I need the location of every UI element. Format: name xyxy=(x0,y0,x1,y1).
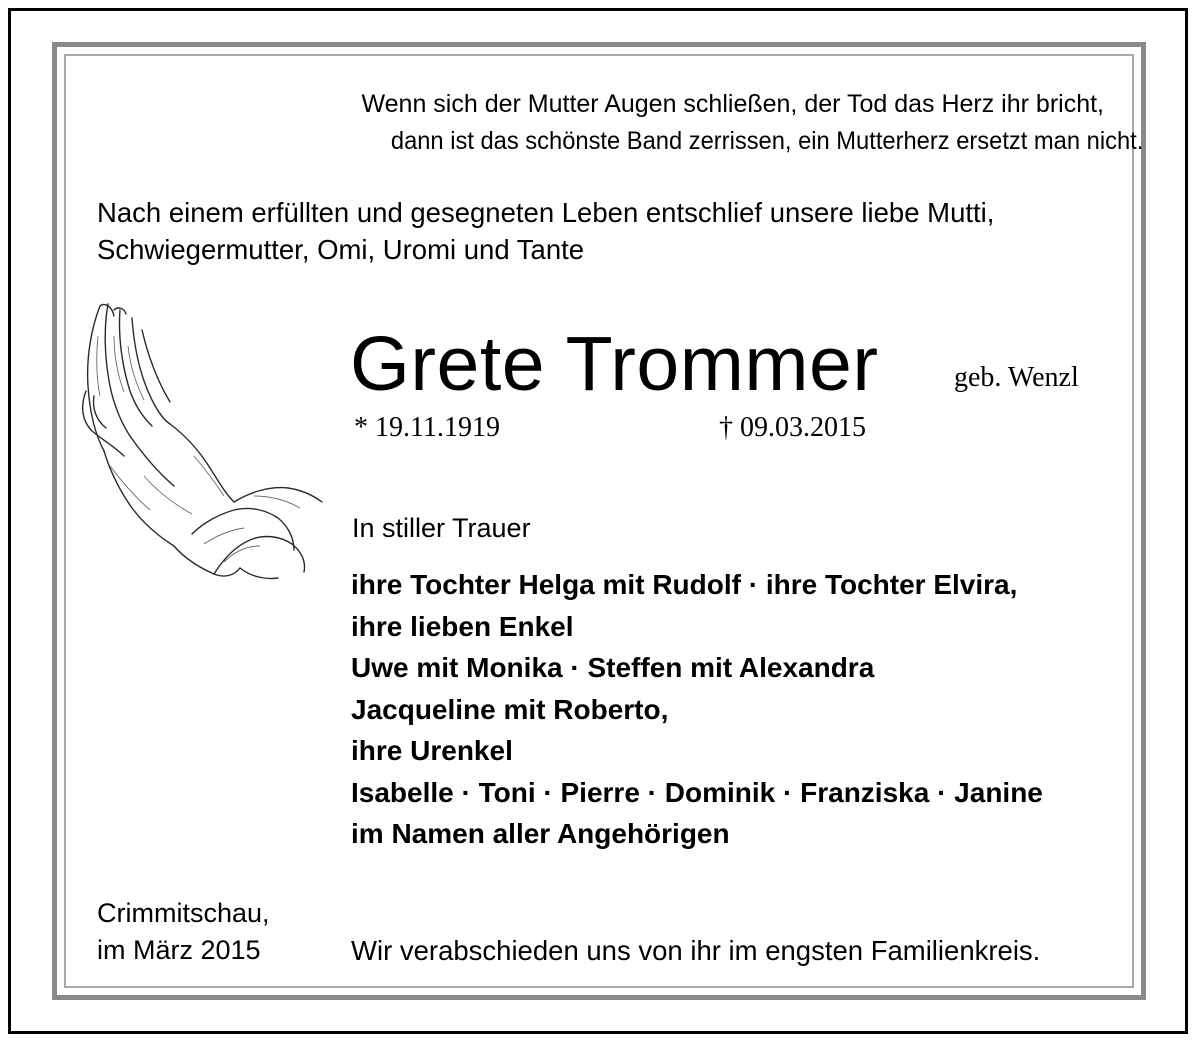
memorial-poem xyxy=(352,86,1144,160)
family-line: Jacqueline mit Roberto, xyxy=(351,693,669,725)
intro-text xyxy=(97,194,994,268)
family-line: Isabelle · Toni · Pierre · Dominik · Franziska · Janine xyxy=(351,776,1043,808)
family-list xyxy=(351,564,1043,855)
family-line: ihre Tochter Helga mit Rudolf · ihre Tochter Elvira, xyxy=(351,569,1018,600)
birth-date: * 19.11.1919 xyxy=(354,412,500,443)
place-and-date xyxy=(97,895,270,969)
death-date: † 09.03.2015 xyxy=(719,412,866,443)
intro-line: Schwiegermutter, Omi, Uromi und Tante xyxy=(97,234,585,265)
poem-line: dann ist das schönste Band zerrissen, ein Mutterherz ersetzt man nicht. xyxy=(390,127,1144,155)
family-line: ihre Urenkel xyxy=(351,735,513,766)
family-line: im Namen aller Angehörigen xyxy=(351,818,730,849)
deceased-name: Grete Trommer xyxy=(350,321,879,407)
family-line: ihre lieben Enkel xyxy=(351,610,574,642)
maiden-name: geb. Wenzl xyxy=(954,362,1079,393)
poem-line: Wenn sich der Mutter Augen schließen, der Tod das Herz ihr bricht, xyxy=(361,90,1104,118)
place-date: im März 2015 xyxy=(97,935,261,965)
closing-statement: Wir verabschieden uns von ihr im engsten Familienkreis. xyxy=(351,935,1041,966)
mourning-label: In stiller Trauer xyxy=(352,513,531,543)
family-line: Uwe mit Monika · Steffen mit Alexandra xyxy=(351,652,875,683)
intro-line: Nach einem erfüllten und gesegneten Leben entschlief unsere liebe Mutti, xyxy=(97,197,995,228)
place-city: Crimmitschau, xyxy=(97,898,270,928)
praying-hands-icon xyxy=(74,296,324,586)
